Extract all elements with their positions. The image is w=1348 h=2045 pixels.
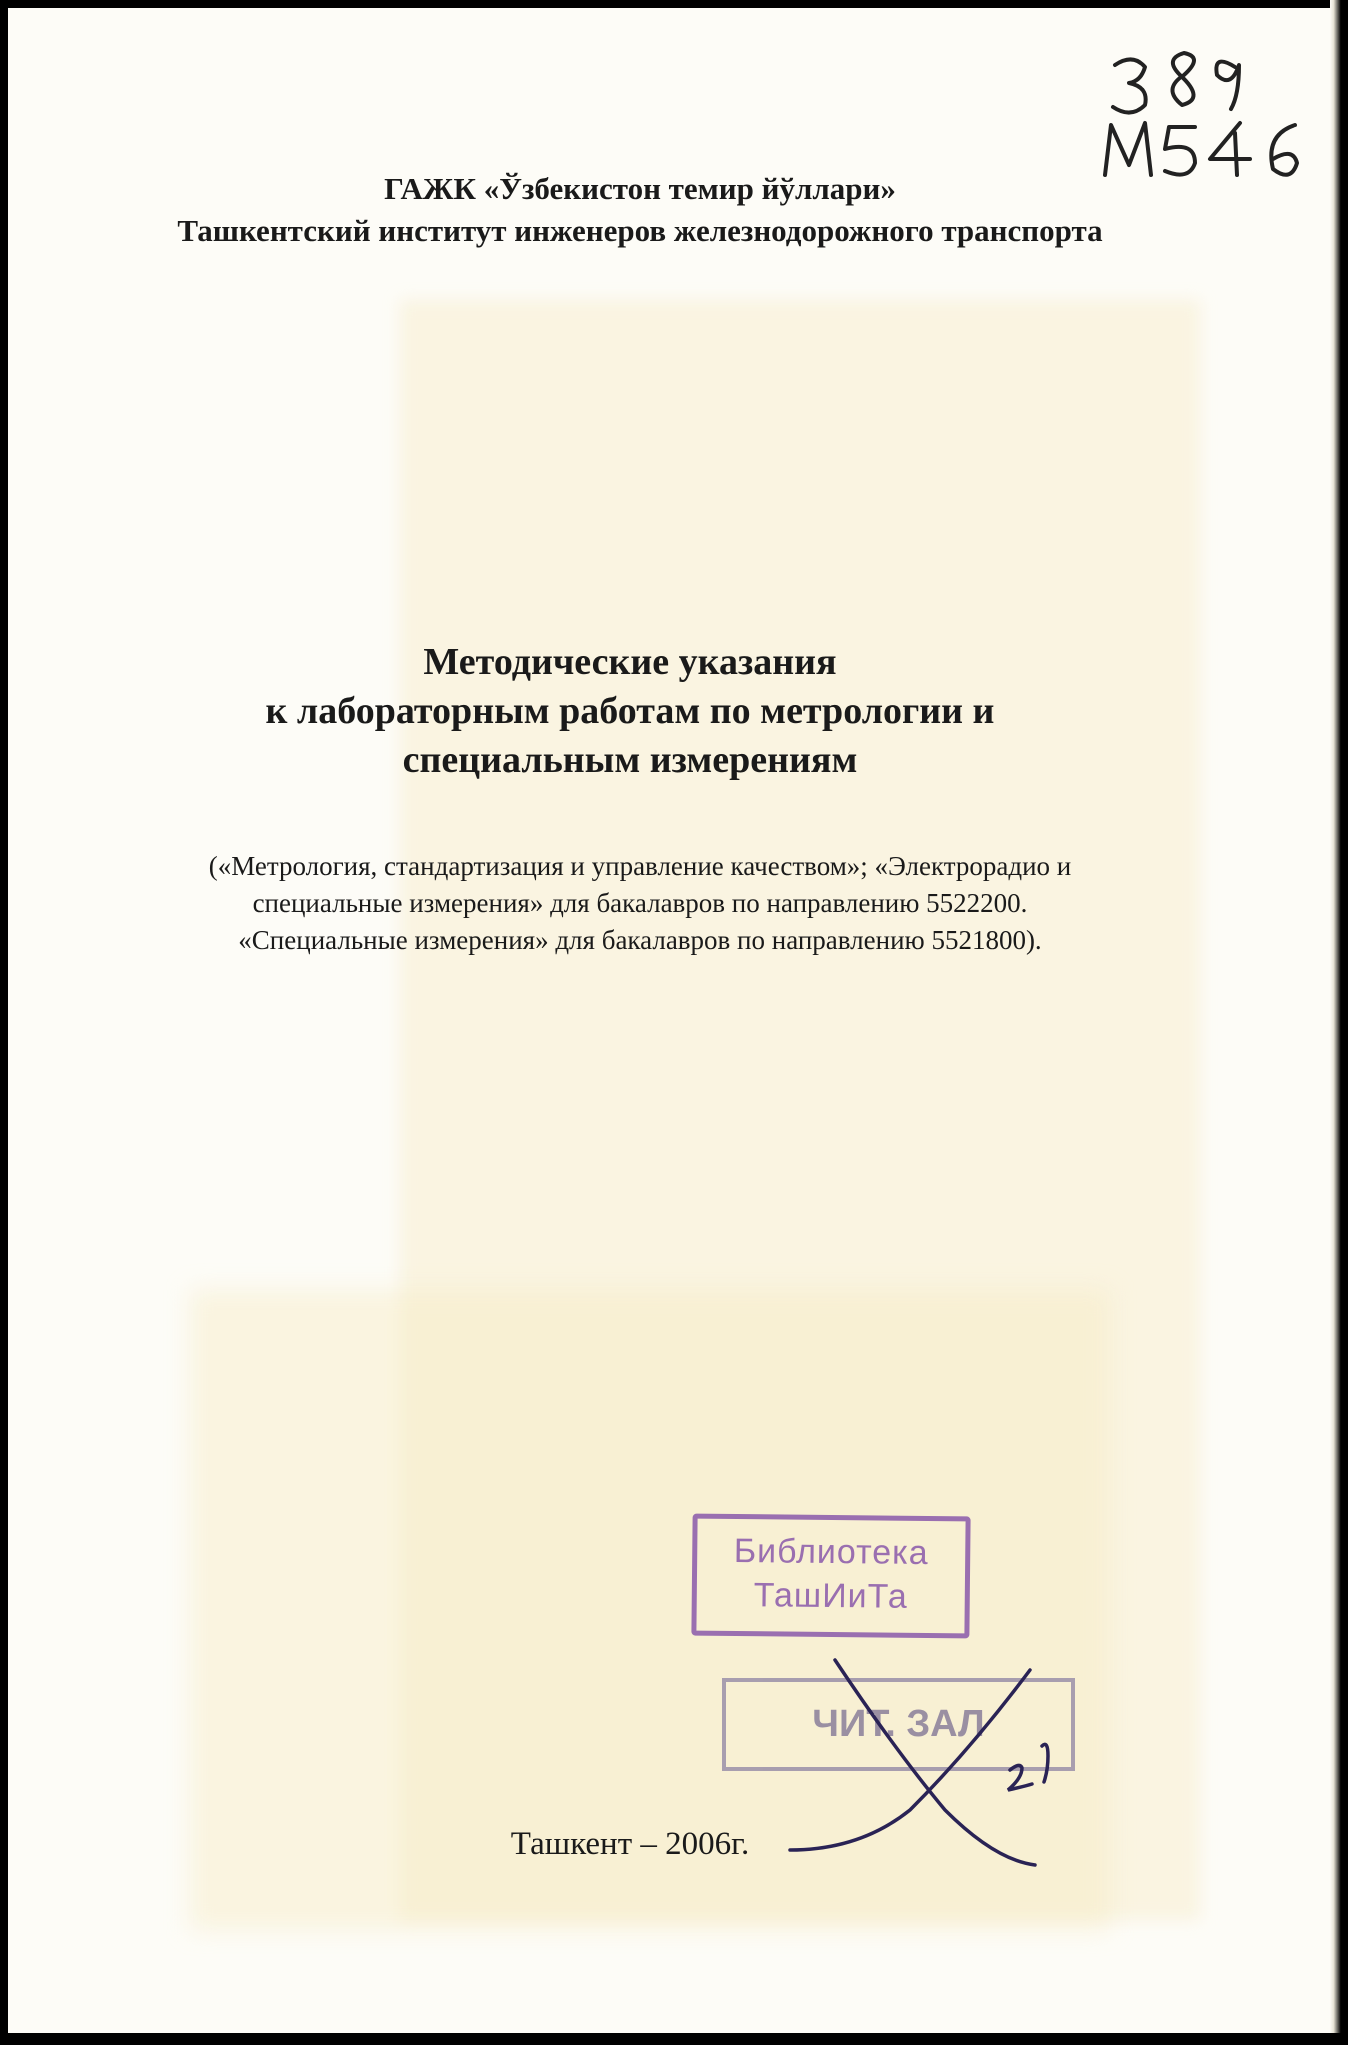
title-line-1: Методические указания: [423, 641, 837, 683]
scan-border: [1330, 0, 1348, 2045]
institute-name: Ташкентский институт инженеров железнодорожного транспорта: [177, 213, 1103, 248]
subtitle-line-1: («Метрология, стандартизация и управление качеством»; «Электрорадио и: [208, 851, 1072, 881]
title-line-3: специальным измерениям: [402, 739, 858, 781]
scan-border: [0, 0, 1348, 8]
library-stamp: [691, 1514, 970, 1639]
subtitle-line-2: специальные измерения» для бакалавров по направлению 5522200.: [252, 888, 1028, 918]
document-header: [60, 168, 1220, 252]
place-and-year: Ташкент – 2006г.: [510, 1826, 750, 1862]
scan-border: [0, 0, 8, 2045]
document-subtitle: [60, 848, 1220, 959]
title-line-2: к лабораторным работам по метрологии и: [265, 690, 995, 732]
library-stamp-line-1: Библиотека: [733, 1531, 929, 1573]
reading-room-stamp-text: ЧИТ. ЗАЛ: [812, 1703, 985, 1745]
library-stamp-line-2: ТашИиТа: [753, 1576, 908, 1616]
scan-border: [0, 2033, 1348, 2045]
document-title: [100, 638, 1160, 785]
organization-name: ГАЖК «Ўзбекистон темир йўллари»: [384, 171, 896, 206]
handwritten-cross-mark: [780, 1650, 1100, 1875]
subtitle-line-3: «Специальные измерения» для бакалавров по направлению 5521800).: [238, 925, 1042, 955]
